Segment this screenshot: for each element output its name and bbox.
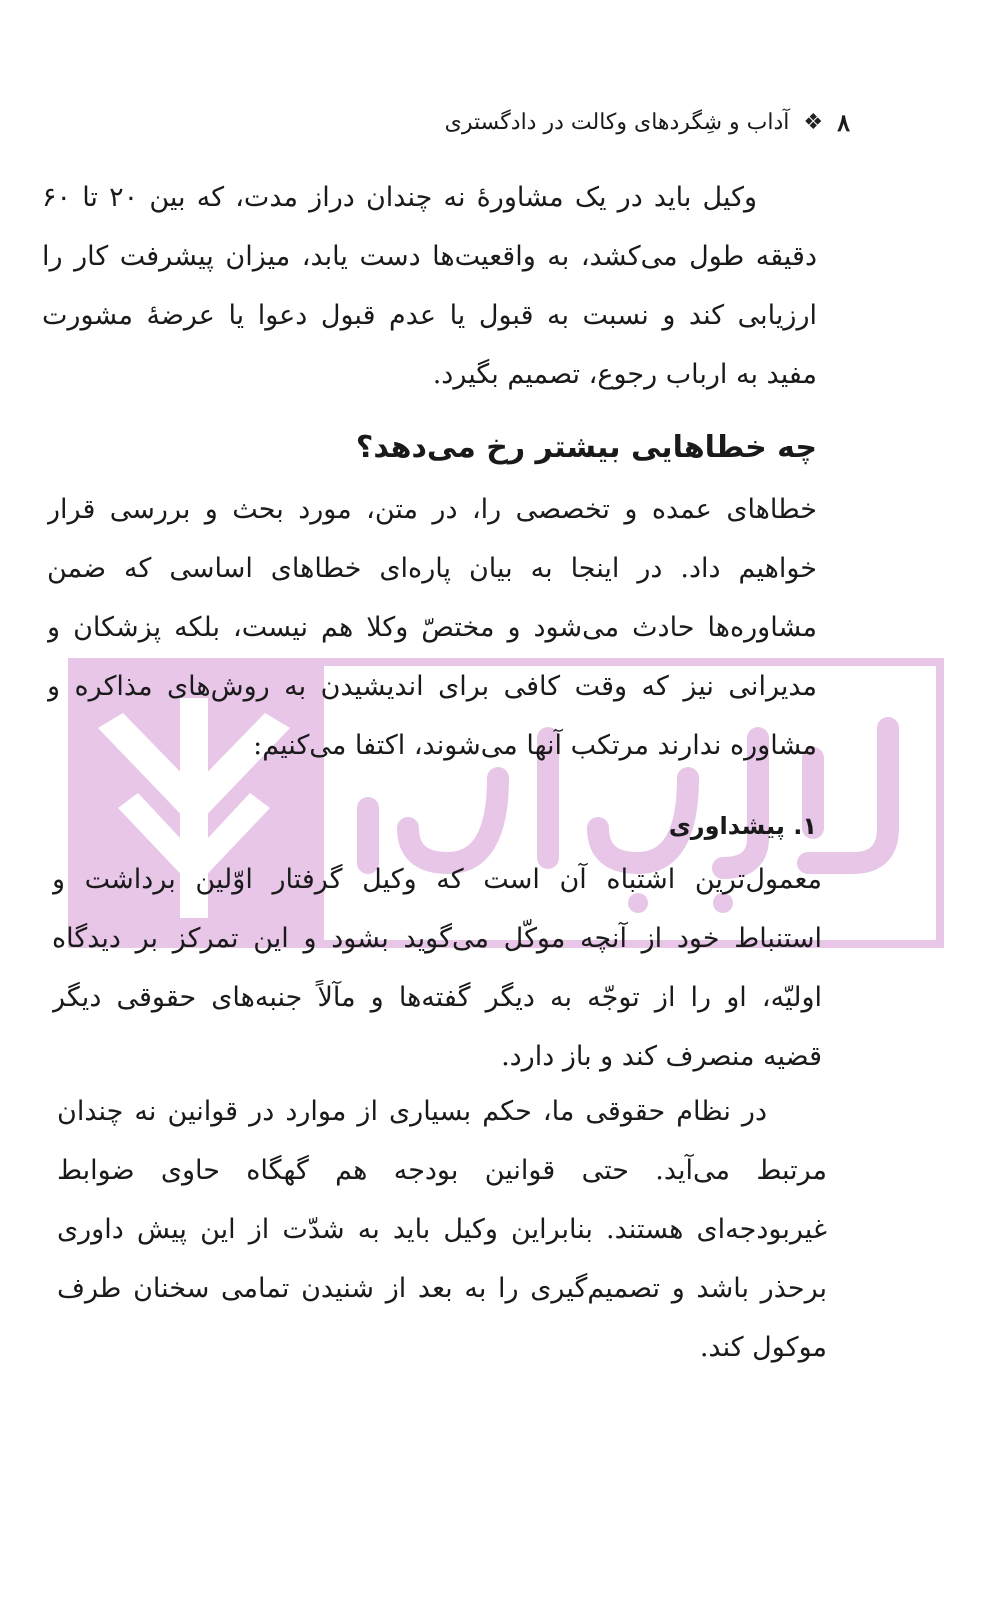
page-number: ۸ bbox=[837, 108, 850, 137]
paragraph-line: موکول کند. bbox=[699, 1332, 827, 1363]
paragraph-line: غیربودجه‌ای هستند. بنابراین وکیل باید به شدّت از این پیش داوری bbox=[57, 1214, 827, 1245]
paragraph-3 bbox=[52, 850, 822, 1086]
section-heading: چه خطاهایی بیشتر رخ می‌دهد؟ bbox=[355, 430, 817, 465]
paragraph-2 bbox=[47, 480, 817, 775]
paragraph-4 bbox=[57, 1082, 827, 1377]
subheading-prejudgment: ۱. پیشداوری bbox=[668, 812, 817, 840]
ornament-icon: ❖ bbox=[803, 110, 824, 135]
paragraph-line: خواهیم داد. در اینجا به بیان پاره‌ای خطاهای اساسی که ضمن bbox=[47, 553, 817, 584]
paragraph-line: مدیرانی نیز که وقت کافی برای اندیشیدن به روش‌های مذاکره و bbox=[47, 671, 817, 702]
paragraph-1 bbox=[42, 168, 817, 404]
paragraph-line: قضیه منصرف کند و باز دارد. bbox=[501, 1041, 822, 1072]
paragraph-line: مرتبط می‌آید. حتی قوانین بودجه هم گهگاه حاوی ضوابط bbox=[57, 1155, 827, 1186]
paragraph-line: خطاهای عمده و تخصصی را، در متن، مورد بحث و بررسی قرار bbox=[47, 494, 817, 525]
paragraph-line: مشاوره‌ها حادث می‌شود و مختصّ وکلا هم نیست، بلکه پزشکان و bbox=[47, 612, 817, 643]
paragraph-line: وکیل باید در یک مشاورهٔ نه چندان دراز مدت، که بین ۲۰ تا ۶۰ bbox=[42, 182, 758, 213]
paragraph-line: استنباط خود از آنچه موکّل می‌گوید بشود و این تمرکز بر دیدگاه bbox=[52, 923, 822, 954]
paragraph-line: در نظام حقوقی ما، حکم بسیاری از موارد در قوانین نه چندان bbox=[57, 1096, 767, 1127]
book-title: آداب و شِگردهای وکالت در دادگستری bbox=[444, 110, 790, 135]
running-head bbox=[380, 108, 850, 137]
paragraph-line: ارزیابی کند و نسبت به قبول یا عدم قبول دعوا یا عرضهٔ مشورت bbox=[42, 300, 817, 331]
paragraph-line: معمول‌ترین اشتباه آن است که وکیل گرفتار اوّلین برداشت و bbox=[52, 864, 822, 895]
paragraph-line: مفید به ارباب رجوع، تصمیم بگیرد. bbox=[432, 359, 817, 390]
paragraph-line: مشاوره ندارند مرتکب آنها می‌شوند، اکتفا می‌کنیم: bbox=[253, 730, 817, 761]
paragraph-line: اولیّه، او را از توجّه به دیگر گفته‌ها و مآلاً جنبه‌های حقوقی دیگر bbox=[52, 982, 822, 1013]
paragraph-line: دقیقه طول می‌کشد، به واقعیت‌ها دست یابد، میزان پیشرفت کار را bbox=[42, 241, 817, 272]
paragraph-line: برحذر باشد و تصمیم‌گیری را به بعد از شنیدن تمامی سخنان طرف bbox=[57, 1273, 827, 1304]
